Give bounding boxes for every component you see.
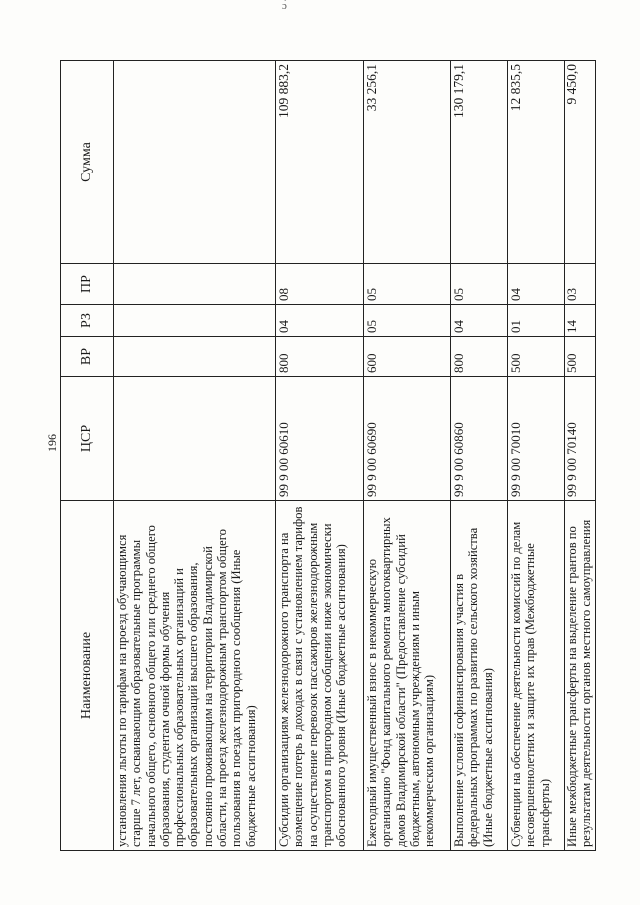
cell-rz: 05 (364, 305, 451, 337)
cell-name: Выполнение условий софинансирования участия в федеральных программах по развитию сельского хозяйства (Иные бюджетные ассигнования) (451, 501, 508, 851)
cell-name: Ежегодный имущественный взнос в некоммерческую организацию "Фонд капитального ремонта многоквартирных домов Владимирской области" (Предоставление субсидий бюджетным, автономным учреждениям и иным некоммерческим организациям) (364, 501, 451, 851)
cell-rz: 14 (565, 305, 596, 337)
table-row (565, 61, 596, 851)
cell-rz: 01 (508, 305, 565, 337)
top-margin-mark: ɔ́ (282, 0, 288, 12)
cell-sum: 33 256,1 (364, 61, 451, 264)
cell-sum (114, 61, 276, 264)
cell-rz: 04 (451, 305, 508, 337)
budget-table-container (60, 61, 594, 851)
cell-name: Субвенции на обеспечение деятельности комиссий по делам несовершеннолетних и защите их прав (Межбюджетные трансферты) (508, 501, 565, 851)
cell-vr: 500 (508, 337, 565, 377)
cell-name: установления льготы по тарифам на проезд обучающимся старше 7 лет, осваивающим образовательные программы начального общего, основного общего или среднего общего образования, студентам очной формы обучения профессиональных образовательных организаций и образовательных организаций высшего образования, постоянно проживающим на территории Владимирской области, на проезд железнодорожным транспортом общего пользования в поездах пригородного сообщения (Иные бюджетные ассигнования) (114, 501, 276, 851)
cell-sum: 130 179,1 (451, 61, 508, 264)
cell-pr (114, 264, 276, 305)
cell-sum: 12 835,5 (508, 61, 565, 264)
cell-csr: 99 9 00 70140 (565, 377, 596, 501)
header-csr: ЦСР (61, 377, 114, 501)
cell-name: Субсидии организациям железнодорожного транспорта на возмещение потерь в доходах в связи с установлением тарифов на осуществление перевозок пассажиров железнодорожным транспортом в пригородном сообщении ниже экономически обоснованного уровня (Иные бюджетные ассигнования) (276, 501, 364, 851)
cell-name: Иные межбюджетные трансферты на выделение грантов по результатам деятельности органов местного самоуправления (565, 501, 596, 851)
cell-vr: 600 (364, 337, 451, 377)
cell-sum: 109 883,2 (276, 61, 364, 264)
cell-vr (114, 337, 276, 377)
page-number: 196 (45, 434, 59, 452)
cell-csr: 99 9 00 70010 (508, 377, 565, 501)
table-row (364, 61, 451, 851)
cell-sum: 9 450,0 (565, 61, 596, 264)
cell-rz (114, 305, 276, 337)
cell-vr: 800 (276, 337, 364, 377)
cell-pr: 05 (364, 264, 451, 305)
cell-csr: 99 9 00 60610 (276, 377, 364, 501)
table-row (114, 61, 276, 851)
header-pr: ПР (61, 264, 114, 305)
cell-rz: 04 (276, 305, 364, 337)
cell-vr: 800 (451, 337, 508, 377)
cell-pr: 05 (451, 264, 508, 305)
cell-csr: 99 9 00 60860 (451, 377, 508, 501)
cell-pr: 08 (276, 264, 364, 305)
table-row (451, 61, 508, 851)
cell-pr: 04 (508, 264, 565, 305)
header-sum: Сумма (61, 61, 114, 264)
table-row (508, 61, 565, 851)
header-name: Наименование (61, 501, 114, 851)
cell-pr: 03 (565, 264, 596, 305)
cell-csr: 99 9 00 60690 (364, 377, 451, 501)
header-vr: ВР (61, 337, 114, 377)
table-row (276, 61, 364, 851)
header-rz: РЗ (61, 305, 114, 337)
header-row (61, 61, 114, 851)
cell-csr (114, 377, 276, 501)
cell-vr: 500 (565, 337, 596, 377)
budget-table (60, 60, 596, 851)
